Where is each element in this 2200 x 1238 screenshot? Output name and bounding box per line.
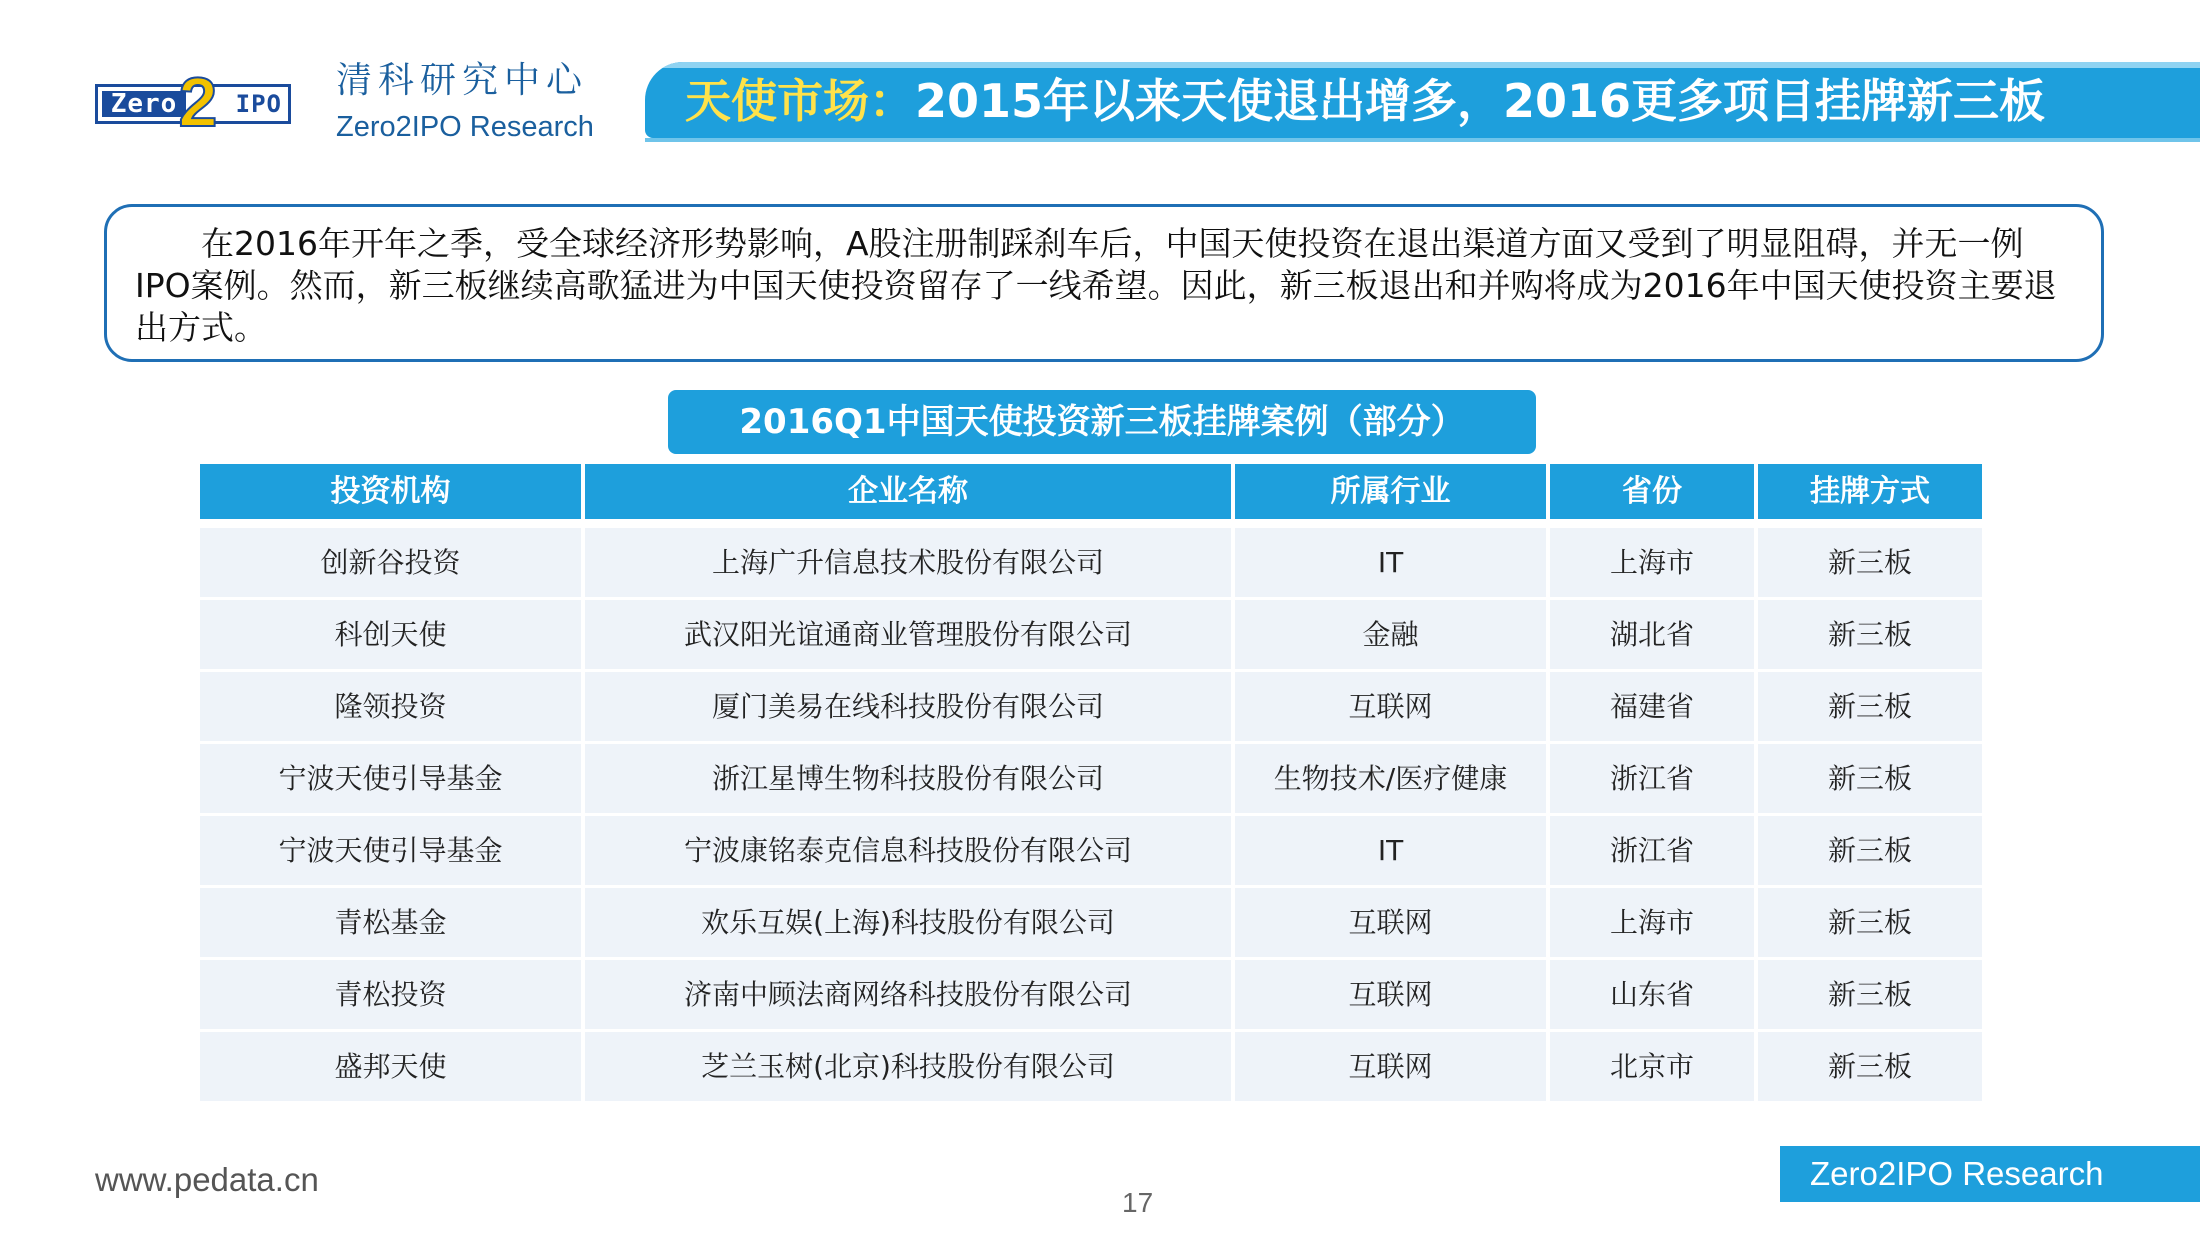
table-cell: 新三板 <box>1758 888 1982 960</box>
table-cell: 新三板 <box>1758 528 1982 600</box>
table-cell: 新三板 <box>1758 744 1982 816</box>
table-cell: 北京市 <box>1550 1032 1758 1104</box>
table-cell: 新三板 <box>1758 1032 1982 1104</box>
table-row <box>200 744 1982 816</box>
column-header: 省份 <box>1550 464 1758 522</box>
page-title <box>685 70 2045 132</box>
table-cell: 互联网 <box>1235 672 1550 744</box>
table-row <box>200 600 1982 672</box>
column-header: 投资机构 <box>200 464 585 522</box>
table-cell: 互联网 <box>1235 888 1550 960</box>
table-row <box>200 528 1982 600</box>
table-cell: 欢乐互娱(上海)科技股份有限公司 <box>585 888 1235 960</box>
table-cell: 青松投资 <box>200 960 585 1032</box>
brand-name-en: Zero2IPO Research <box>336 111 594 143</box>
table-cell: 上海市 <box>1550 528 1758 600</box>
table-cell: 浙江省 <box>1550 744 1758 816</box>
table-cell: 新三板 <box>1758 816 1982 888</box>
column-header: 挂牌方式 <box>1758 464 1982 522</box>
table-cell: 新三板 <box>1758 960 1982 1032</box>
table-cell: 新三板 <box>1758 600 1982 672</box>
table-cell: 武汉阳光谊通商业管理股份有限公司 <box>585 600 1235 672</box>
table-cell: 山东省 <box>1550 960 1758 1032</box>
title-underline <box>645 138 2200 142</box>
table-row <box>200 816 1982 888</box>
title-bar <box>645 62 2200 138</box>
table-cell: 芝兰玉树(北京)科技股份有限公司 <box>585 1032 1235 1104</box>
column-header: 所属行业 <box>1235 464 1550 522</box>
table-row <box>200 960 1982 1032</box>
table-row <box>200 672 1982 744</box>
table-cell: 隆领投资 <box>200 672 585 744</box>
table-cell: 新三板 <box>1758 672 1982 744</box>
title-highlight: 天使市场： <box>685 74 915 128</box>
table-cell: 福建省 <box>1550 672 1758 744</box>
zero2ipo-logo <box>95 63 293 141</box>
table-cell: 生物技术/医疗健康 <box>1235 744 1550 816</box>
table-cell: 创新谷投资 <box>200 528 585 600</box>
table-cell: 互联网 <box>1235 1032 1550 1104</box>
footer-brand: Zero2IPO Research <box>1780 1146 2200 1202</box>
table-row <box>200 888 1982 960</box>
column-header: 企业名称 <box>585 464 1235 522</box>
table-cell: IT <box>1235 528 1550 600</box>
table-cell: 宁波天使引导基金 <box>200 816 585 888</box>
table-cell: 科创天使 <box>200 600 585 672</box>
table-cell: IT <box>1235 816 1550 888</box>
table-cell: 济南中顾法商网络科技股份有限公司 <box>585 960 1235 1032</box>
table-cell: 互联网 <box>1235 960 1550 1032</box>
table-cell: 青松基金 <box>200 888 585 960</box>
table-cell: 上海广升信息技术股份有限公司 <box>585 528 1235 600</box>
table-cell: 上海市 <box>1550 888 1758 960</box>
table-cell: 盛邦天使 <box>200 1032 585 1104</box>
brand-name-cn: 清科研究中心 <box>336 60 589 101</box>
table-cell: 湖北省 <box>1550 600 1758 672</box>
cases-table <box>200 464 1982 1104</box>
table-cell: 浙江省 <box>1550 816 1758 888</box>
table-title: 2016Q1中国天使投资新三板挂牌案例（部分） <box>668 390 1536 454</box>
table-cell: 宁波康铭泰克信息科技股份有限公司 <box>585 816 1235 888</box>
title-rest: 2015年以来天使退出增多，2016更多项目挂牌新三板 <box>915 74 2046 128</box>
logo-text-two: 2 <box>178 63 218 141</box>
table-cell: 宁波天使引导基金 <box>200 744 585 816</box>
table-cell: 厦门美易在线科技股份有限公司 <box>585 672 1235 744</box>
page-number: 17 <box>1122 1187 1154 1218</box>
table-row <box>200 1032 1982 1104</box>
intro-paragraph: 在2016年开年之季，受全球经济形势影响，A股注册制踩刹车后，中国天使投资在退出渠道方面又受到了明显阻碍，并无一例IPO案例。然而，新三板继续高歌猛进为中国天使投资留存了一线希望。因此，新三板退出和并购将成为2016年中国天使投资主要退出方式。 <box>104 204 2104 362</box>
table-header-row <box>200 464 1982 522</box>
logo-text-left: Zero <box>102 91 186 117</box>
table-cell: 浙江星博生物科技股份有限公司 <box>585 744 1235 816</box>
logo-text-right: IPO <box>235 90 282 118</box>
table-cell: 金融 <box>1235 600 1550 672</box>
footer-url: www.pedata.cn <box>95 1161 319 1198</box>
